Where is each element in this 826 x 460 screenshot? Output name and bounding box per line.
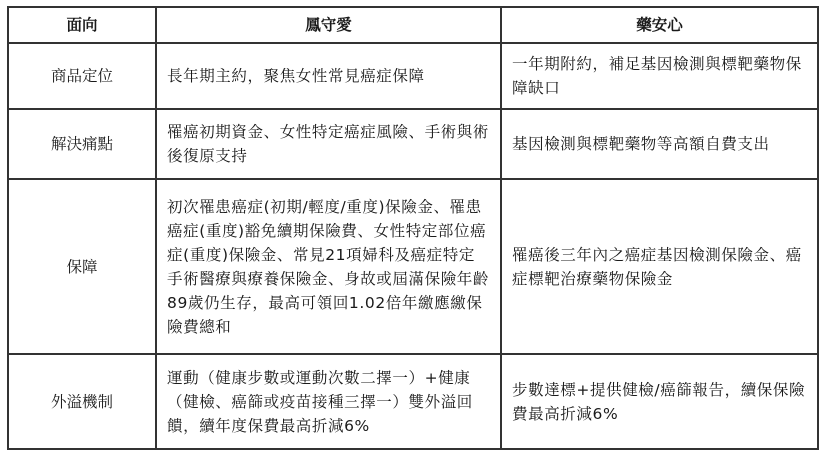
product-a-cell: 初次罹患癌症(初期/輕度/重度)保險金、罹患癌症(重度)豁免續期保險費、女性特定部位癌症(重度)保險金、常見21項婦科及癌症特定手術醫療與療養保險金、身故或屆滿保險年齡89歲仍生存，最高可領回1.02倍年繳應繳保險費總和 (156, 179, 501, 354)
header-row (8, 7, 818, 43)
product-b-cell: 基因檢測與標靶藥物等高額自費支出 (501, 109, 818, 179)
header-product-b: 藥安心 (501, 7, 818, 43)
aspect-cell: 保障 (8, 179, 156, 354)
product-a-cell: 運動（健康步數或運動次數二擇一）+健康（健檢、癌篩或疫苗接種三擇一）雙外溢回饋，續年度保費最高折減6% (156, 354, 501, 449)
header-product-a: 鳳守愛 (156, 7, 501, 43)
table-row (8, 354, 818, 449)
product-b-cell: 罹癌後三年內之癌症基因檢測保險金、癌症標靶治療藥物保險金 (501, 179, 818, 354)
product-a-cell: 長年期主約，聚焦女性常見癌症保障 (156, 43, 501, 109)
aspect-cell: 外溢機制 (8, 354, 156, 449)
header-aspect: 面向 (8, 7, 156, 43)
table-row (8, 179, 818, 354)
table-row (8, 43, 818, 109)
product-b-cell: 步數達標+提供健檢/癌篩報告，續保保險費最高折減6% (501, 354, 818, 449)
product-a-cell: 罹癌初期資金、女性特定癌症風險、手術與術後復原支持 (156, 109, 501, 179)
aspect-cell: 商品定位 (8, 43, 156, 109)
aspect-cell: 解決痛點 (8, 109, 156, 179)
comparison-table (7, 6, 819, 450)
table-row (8, 109, 818, 179)
product-b-cell: 一年期附約，補足基因檢測與標靶藥物保障缺口 (501, 43, 818, 109)
